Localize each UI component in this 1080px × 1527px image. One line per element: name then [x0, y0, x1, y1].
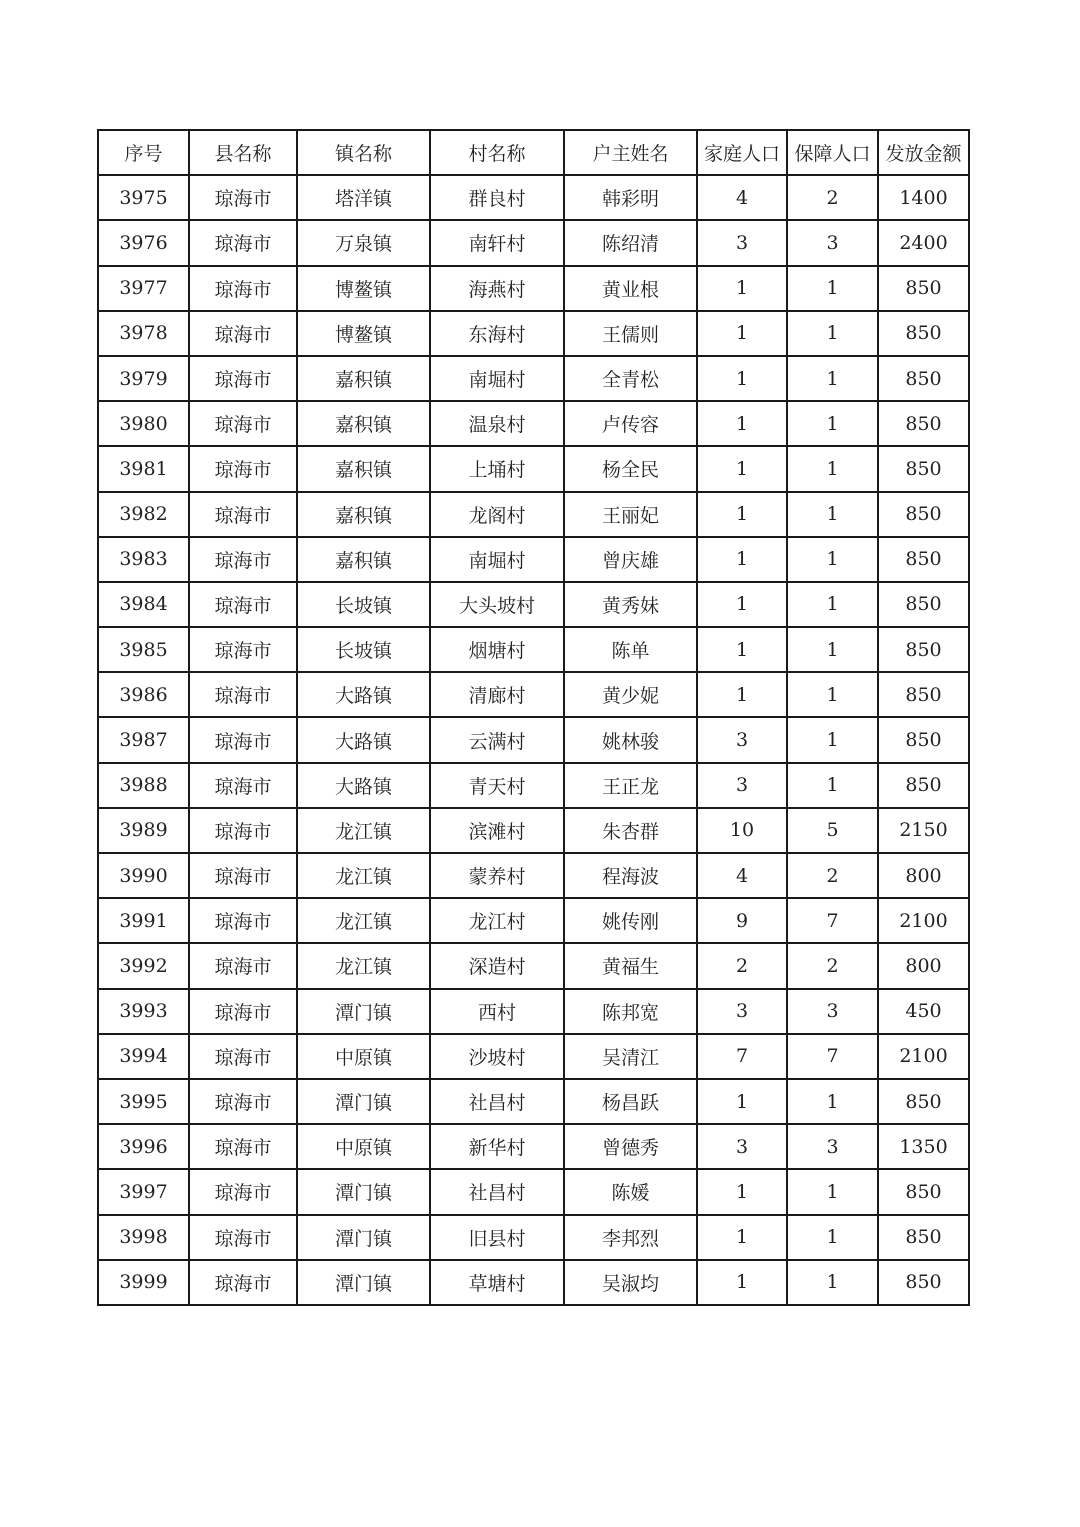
householder-cell: 黄秀妹 — [564, 582, 697, 627]
amount-cell: 850 — [878, 537, 969, 582]
town-cell: 万泉镇 — [297, 220, 430, 265]
town-cell: 长坡镇 — [297, 627, 430, 672]
covered-persons-cell: 3 — [787, 220, 878, 265]
table-row — [98, 627, 969, 672]
householder-cell: 韩彩明 — [564, 175, 697, 220]
county-cell: 琼海市 — [189, 220, 297, 265]
householder-cell: 姚林骏 — [564, 717, 697, 762]
town-cell: 龙江镇 — [297, 943, 430, 988]
town-cell: 长坡镇 — [297, 582, 430, 627]
village-cell: 东海村 — [430, 311, 564, 356]
county-cell: 琼海市 — [189, 1079, 297, 1124]
table-row — [98, 446, 969, 491]
header-seq: 序号 — [98, 130, 189, 175]
seq-cell: 3982 — [98, 492, 189, 537]
family-size-cell: 7 — [697, 1034, 787, 1079]
covered-persons-cell: 5 — [787, 808, 878, 853]
village-cell: 温泉村 — [430, 401, 564, 446]
table-row — [98, 763, 969, 808]
county-cell: 琼海市 — [189, 446, 297, 491]
table-row — [98, 672, 969, 717]
town-cell: 龙江镇 — [297, 853, 430, 898]
householder-cell: 黄少妮 — [564, 672, 697, 717]
county-cell: 琼海市 — [189, 582, 297, 627]
family-size-cell: 4 — [697, 175, 787, 220]
householder-cell: 黄福生 — [564, 943, 697, 988]
town-cell: 潭门镇 — [297, 989, 430, 1034]
family-size-cell: 1 — [697, 1079, 787, 1124]
village-cell: 社昌村 — [430, 1169, 564, 1214]
householder-cell: 朱杏群 — [564, 808, 697, 853]
amount-cell: 850 — [878, 311, 969, 356]
amount-cell: 850 — [878, 356, 969, 401]
amount-cell: 850 — [878, 717, 969, 762]
town-cell: 嘉积镇 — [297, 356, 430, 401]
town-cell: 大路镇 — [297, 672, 430, 717]
family-size-cell: 1 — [697, 672, 787, 717]
seq-cell: 3978 — [98, 311, 189, 356]
county-cell: 琼海市 — [189, 311, 297, 356]
village-cell: 龙江村 — [430, 898, 564, 943]
county-cell: 琼海市 — [189, 492, 297, 537]
table-row — [98, 175, 969, 220]
header-family-size: 家庭人口 — [697, 130, 787, 175]
covered-persons-cell: 1 — [787, 763, 878, 808]
covered-persons-cell: 1 — [787, 1079, 878, 1124]
village-cell: 新华村 — [430, 1124, 564, 1169]
table-row — [98, 989, 969, 1034]
village-cell: 上埇村 — [430, 446, 564, 491]
amount-cell: 450 — [878, 989, 969, 1034]
seq-cell: 3987 — [98, 717, 189, 762]
amount-cell: 850 — [878, 1260, 969, 1305]
town-cell: 潭门镇 — [297, 1215, 430, 1260]
village-cell: 南堀村 — [430, 356, 564, 401]
village-cell: 西村 — [430, 989, 564, 1034]
householder-cell: 程海波 — [564, 853, 697, 898]
village-cell: 蒙养村 — [430, 853, 564, 898]
householder-cell: 姚传刚 — [564, 898, 697, 943]
town-cell: 大路镇 — [297, 717, 430, 762]
amount-cell: 1400 — [878, 175, 969, 220]
seq-cell: 3985 — [98, 627, 189, 672]
householder-cell: 陈媛 — [564, 1169, 697, 1214]
county-cell: 琼海市 — [189, 808, 297, 853]
county-cell: 琼海市 — [189, 717, 297, 762]
table-row — [98, 853, 969, 898]
town-cell: 中原镇 — [297, 1034, 430, 1079]
table-row — [98, 808, 969, 853]
householder-cell: 卢传容 — [564, 401, 697, 446]
householder-cell: 王正龙 — [564, 763, 697, 808]
county-cell: 琼海市 — [189, 537, 297, 582]
family-size-cell: 1 — [697, 356, 787, 401]
village-cell: 龙阁村 — [430, 492, 564, 537]
amount-cell: 2400 — [878, 220, 969, 265]
amount-cell: 2150 — [878, 808, 969, 853]
village-cell: 清廊村 — [430, 672, 564, 717]
county-cell: 琼海市 — [189, 356, 297, 401]
family-size-cell: 4 — [697, 853, 787, 898]
header-householder: 户主姓名 — [564, 130, 697, 175]
amount-cell: 850 — [878, 1079, 969, 1124]
householder-cell: 杨昌跃 — [564, 1079, 697, 1124]
table-row — [98, 1079, 969, 1124]
covered-persons-cell: 1 — [787, 446, 878, 491]
covered-persons-cell: 1 — [787, 401, 878, 446]
covered-persons-cell: 1 — [787, 1260, 878, 1305]
village-cell: 深造村 — [430, 943, 564, 988]
village-cell: 旧县村 — [430, 1215, 564, 1260]
covered-persons-cell: 7 — [787, 898, 878, 943]
householder-cell: 黄业根 — [564, 266, 697, 311]
county-cell: 琼海市 — [189, 1124, 297, 1169]
village-cell: 沙坡村 — [430, 1034, 564, 1079]
seq-cell: 3980 — [98, 401, 189, 446]
covered-persons-cell: 1 — [787, 266, 878, 311]
covered-persons-cell: 7 — [787, 1034, 878, 1079]
seq-cell: 3984 — [98, 582, 189, 627]
seq-cell: 3998 — [98, 1215, 189, 1260]
table-row — [98, 401, 969, 446]
amount-cell: 800 — [878, 943, 969, 988]
family-size-cell: 1 — [697, 1215, 787, 1260]
family-size-cell: 1 — [697, 1260, 787, 1305]
table-row — [98, 717, 969, 762]
county-cell: 琼海市 — [189, 989, 297, 1034]
amount-cell: 2100 — [878, 1034, 969, 1079]
family-size-cell: 1 — [697, 627, 787, 672]
header-amount: 发放金额 — [878, 130, 969, 175]
header-county: 县名称 — [189, 130, 297, 175]
seq-cell: 3976 — [98, 220, 189, 265]
table-header-row — [98, 130, 969, 175]
amount-cell: 850 — [878, 446, 969, 491]
householder-cell: 陈绍清 — [564, 220, 697, 265]
family-size-cell: 1 — [697, 1169, 787, 1214]
seq-cell: 3989 — [98, 808, 189, 853]
amount-cell: 850 — [878, 492, 969, 537]
seq-cell: 3999 — [98, 1260, 189, 1305]
table-row — [98, 898, 969, 943]
county-cell: 琼海市 — [189, 1169, 297, 1214]
covered-persons-cell: 1 — [787, 717, 878, 762]
town-cell: 潭门镇 — [297, 1079, 430, 1124]
amount-cell: 850 — [878, 582, 969, 627]
covered-persons-cell: 2 — [787, 853, 878, 898]
town-cell: 大路镇 — [297, 763, 430, 808]
seq-cell: 3993 — [98, 989, 189, 1034]
seq-cell: 3995 — [98, 1079, 189, 1124]
covered-persons-cell: 1 — [787, 311, 878, 356]
village-cell: 群良村 — [430, 175, 564, 220]
village-cell: 大头坡村 — [430, 582, 564, 627]
village-cell: 云满村 — [430, 717, 564, 762]
seq-cell: 3986 — [98, 672, 189, 717]
town-cell: 博鳌镇 — [297, 266, 430, 311]
householder-cell: 杨全民 — [564, 446, 697, 491]
header-town: 镇名称 — [297, 130, 430, 175]
seq-cell: 3981 — [98, 446, 189, 491]
county-cell: 琼海市 — [189, 627, 297, 672]
amount-cell: 850 — [878, 1215, 969, 1260]
family-size-cell: 3 — [697, 989, 787, 1034]
family-size-cell: 9 — [697, 898, 787, 943]
family-size-cell: 1 — [697, 401, 787, 446]
town-cell: 龙江镇 — [297, 808, 430, 853]
village-cell: 烟塘村 — [430, 627, 564, 672]
county-cell: 琼海市 — [189, 401, 297, 446]
county-cell: 琼海市 — [189, 898, 297, 943]
table-row — [98, 1169, 969, 1214]
town-cell: 塔洋镇 — [297, 175, 430, 220]
amount-cell: 850 — [878, 401, 969, 446]
householder-cell: 吴清江 — [564, 1034, 697, 1079]
seq-cell: 3988 — [98, 763, 189, 808]
village-cell: 滨滩村 — [430, 808, 564, 853]
seq-cell: 3994 — [98, 1034, 189, 1079]
covered-persons-cell: 2 — [787, 943, 878, 988]
town-cell: 龙江镇 — [297, 898, 430, 943]
table-row — [98, 1215, 969, 1260]
header-covered-persons: 保障人口 — [787, 130, 878, 175]
table-row — [98, 582, 969, 627]
householder-cell: 曾庆雄 — [564, 537, 697, 582]
table-row — [98, 220, 969, 265]
seq-cell: 3996 — [98, 1124, 189, 1169]
seq-cell: 3997 — [98, 1169, 189, 1214]
family-size-cell: 2 — [697, 943, 787, 988]
householder-cell: 李邦烈 — [564, 1215, 697, 1260]
family-size-cell: 1 — [697, 537, 787, 582]
family-size-cell: 10 — [697, 808, 787, 853]
householder-cell: 王儒则 — [564, 311, 697, 356]
table-row — [98, 1124, 969, 1169]
county-cell: 琼海市 — [189, 943, 297, 988]
family-size-cell: 1 — [697, 311, 787, 356]
family-size-cell: 1 — [697, 582, 787, 627]
table-row — [98, 943, 969, 988]
covered-persons-cell: 1 — [787, 1169, 878, 1214]
covered-persons-cell: 3 — [787, 1124, 878, 1169]
covered-persons-cell: 1 — [787, 537, 878, 582]
seq-cell: 3991 — [98, 898, 189, 943]
village-cell: 海燕村 — [430, 266, 564, 311]
family-size-cell: 1 — [697, 266, 787, 311]
table-row — [98, 1034, 969, 1079]
county-cell: 琼海市 — [189, 175, 297, 220]
town-cell: 潭门镇 — [297, 1169, 430, 1214]
table-row — [98, 492, 969, 537]
county-cell: 琼海市 — [189, 763, 297, 808]
town-cell: 嘉积镇 — [297, 446, 430, 491]
covered-persons-cell: 1 — [787, 627, 878, 672]
family-size-cell: 3 — [697, 717, 787, 762]
covered-persons-cell: 1 — [787, 1215, 878, 1260]
county-cell: 琼海市 — [189, 1034, 297, 1079]
householder-cell: 陈邦宽 — [564, 989, 697, 1034]
table-row — [98, 311, 969, 356]
county-cell: 琼海市 — [189, 266, 297, 311]
town-cell: 博鳌镇 — [297, 311, 430, 356]
amount-cell: 850 — [878, 1169, 969, 1214]
amount-cell: 850 — [878, 763, 969, 808]
county-cell: 琼海市 — [189, 672, 297, 717]
householder-cell: 陈单 — [564, 627, 697, 672]
family-size-cell: 1 — [697, 446, 787, 491]
covered-persons-cell: 1 — [787, 356, 878, 401]
family-size-cell: 3 — [697, 763, 787, 808]
table-row — [98, 537, 969, 582]
header-village: 村名称 — [430, 130, 564, 175]
family-size-cell: 3 — [697, 220, 787, 265]
covered-persons-cell: 3 — [787, 989, 878, 1034]
covered-persons-cell: 1 — [787, 672, 878, 717]
seq-cell: 3975 — [98, 175, 189, 220]
amount-cell: 2100 — [878, 898, 969, 943]
amount-cell: 1350 — [878, 1124, 969, 1169]
table-body — [98, 175, 969, 1305]
county-cell: 琼海市 — [189, 1215, 297, 1260]
seq-cell: 3990 — [98, 853, 189, 898]
seq-cell: 3983 — [98, 537, 189, 582]
table-row — [98, 1260, 969, 1305]
householder-cell: 曾德秀 — [564, 1124, 697, 1169]
amount-cell: 850 — [878, 266, 969, 311]
village-cell: 社昌村 — [430, 1079, 564, 1124]
amount-cell: 850 — [878, 672, 969, 717]
village-cell: 南堀村 — [430, 537, 564, 582]
seq-cell: 3979 — [98, 356, 189, 401]
seq-cell: 3992 — [98, 943, 189, 988]
village-cell: 青天村 — [430, 763, 564, 808]
householder-cell: 全青松 — [564, 356, 697, 401]
amount-cell: 850 — [878, 627, 969, 672]
town-cell: 中原镇 — [297, 1124, 430, 1169]
covered-persons-cell: 2 — [787, 175, 878, 220]
householder-cell: 王丽妃 — [564, 492, 697, 537]
family-size-cell: 1 — [697, 492, 787, 537]
town-cell: 嘉积镇 — [297, 492, 430, 537]
town-cell: 嘉积镇 — [297, 401, 430, 446]
amount-cell: 800 — [878, 853, 969, 898]
village-cell: 草塘村 — [430, 1260, 564, 1305]
town-cell: 嘉积镇 — [297, 537, 430, 582]
seq-cell: 3977 — [98, 266, 189, 311]
covered-persons-cell: 1 — [787, 582, 878, 627]
county-cell: 琼海市 — [189, 853, 297, 898]
allowance-table — [97, 129, 970, 1306]
town-cell: 潭门镇 — [297, 1260, 430, 1305]
table-row — [98, 356, 969, 401]
covered-persons-cell: 1 — [787, 492, 878, 537]
county-cell: 琼海市 — [189, 1260, 297, 1305]
householder-cell: 吴淑均 — [564, 1260, 697, 1305]
family-size-cell: 3 — [697, 1124, 787, 1169]
table-row — [98, 266, 969, 311]
village-cell: 南轩村 — [430, 220, 564, 265]
